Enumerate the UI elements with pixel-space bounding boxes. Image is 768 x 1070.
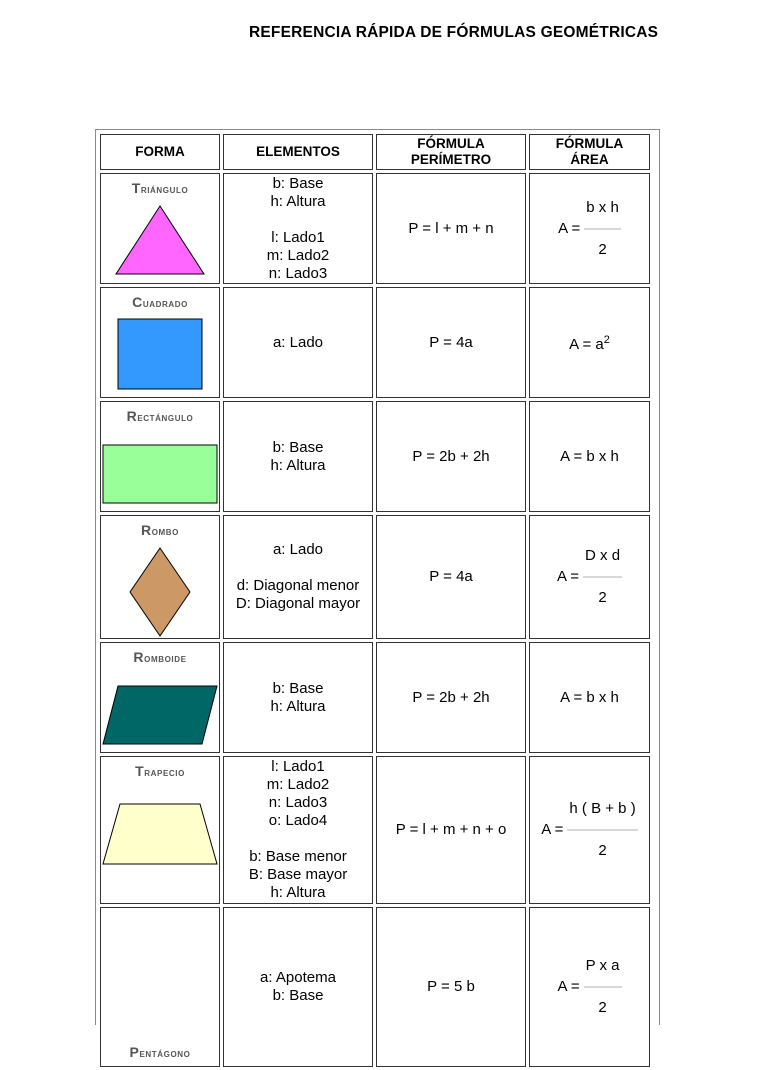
shape-name: Trapecio bbox=[135, 763, 185, 779]
area-formula: A = b x h bbox=[560, 447, 619, 465]
area-fraction bbox=[558, 199, 621, 259]
triangle-polygon bbox=[116, 206, 204, 274]
perimeter-formula: P = 4a bbox=[429, 333, 473, 351]
header-perimetro bbox=[376, 134, 526, 170]
area-numerator: b x h bbox=[586, 198, 619, 216]
area-cell bbox=[529, 642, 650, 753]
fraction-box bbox=[567, 800, 637, 860]
area-cell bbox=[529, 173, 650, 284]
table-row bbox=[100, 642, 650, 753]
header-forma: FORMA bbox=[100, 134, 220, 170]
area-fraction bbox=[541, 800, 637, 860]
perimeter-formula: P = l + m + n + o bbox=[395, 821, 507, 838]
element-item: n: Lado3 bbox=[268, 264, 328, 282]
area-fraction bbox=[557, 547, 622, 607]
header-area-line1: FÓRMULA bbox=[555, 136, 624, 151]
shape-cell bbox=[100, 515, 220, 639]
area-denominator: 2 bbox=[598, 240, 607, 258]
area-denominator: 2 bbox=[598, 589, 607, 606]
elements-cell bbox=[223, 515, 373, 639]
shape-name: Cuadrado bbox=[132, 294, 188, 310]
area-cell bbox=[529, 907, 650, 1067]
element-item: D: Diagonal mayor bbox=[235, 595, 361, 612]
trapezoid-shape bbox=[102, 803, 218, 865]
fraction-box bbox=[584, 957, 622, 1017]
area-cell bbox=[529, 401, 650, 512]
perimeter-cell bbox=[376, 173, 526, 284]
table-row bbox=[100, 173, 650, 284]
elements-cell bbox=[223, 907, 373, 1067]
formula-table-body bbox=[100, 134, 650, 1067]
perimeter-cell bbox=[376, 401, 526, 512]
element-item: n: Lado3 bbox=[268, 794, 328, 811]
perimeter-formula: P = 5 b bbox=[427, 978, 475, 995]
shape-cell bbox=[100, 642, 220, 753]
header-perimetro-line2: PERÍMETRO bbox=[410, 152, 492, 167]
perimeter-formula: P = 2b + 2h bbox=[412, 447, 490, 465]
area-numerator: P x a bbox=[585, 957, 620, 974]
area-denominator: 2 bbox=[598, 999, 607, 1016]
rhombus-shape bbox=[128, 546, 192, 638]
shape-cell bbox=[100, 287, 220, 398]
shape-cell bbox=[100, 907, 220, 1067]
element-gap bbox=[224, 830, 372, 848]
fraction-bar bbox=[584, 986, 622, 988]
perimeter-formula: P = l + m + n bbox=[408, 219, 494, 237]
perimeter-formula: P = 4a bbox=[429, 568, 473, 585]
element-item: m: Lado2 bbox=[266, 776, 330, 793]
element-item: b: Base bbox=[272, 679, 324, 697]
trapezoid-polygon bbox=[103, 804, 217, 864]
element-item: m: Lado2 bbox=[266, 246, 330, 264]
area-numerator: D x d bbox=[585, 547, 621, 564]
shape-name: Rectángulo bbox=[126, 408, 194, 424]
element-item: o: Lado4 bbox=[268, 812, 328, 829]
fraction-box bbox=[584, 199, 621, 259]
fraction-bar bbox=[584, 228, 621, 230]
element-item: h: Altura bbox=[270, 697, 326, 715]
shape-cell bbox=[100, 401, 220, 512]
elements-cell bbox=[223, 642, 373, 753]
area-numerator: h ( B + b ) bbox=[569, 800, 636, 817]
element-item: l: Lado1 bbox=[271, 228, 325, 246]
area-cell bbox=[529, 756, 650, 904]
element-item: h: Altura bbox=[270, 884, 326, 901]
area-cell bbox=[529, 287, 650, 398]
element-item: b: Base bbox=[272, 987, 324, 1004]
area-formula: A = b x h bbox=[560, 688, 619, 706]
area-fraction bbox=[557, 957, 621, 1017]
area-formula: A = a bbox=[569, 336, 604, 353]
elements-cell bbox=[223, 401, 373, 512]
perimeter-cell bbox=[376, 287, 526, 398]
element-item: b: Base bbox=[272, 174, 324, 192]
square-polygon bbox=[118, 319, 202, 389]
element-item: h: Altura bbox=[270, 192, 326, 210]
elements-cell bbox=[223, 756, 373, 904]
perimeter-cell bbox=[376, 756, 526, 904]
area-cell bbox=[529, 515, 650, 639]
rectangle-polygon bbox=[103, 445, 217, 503]
table-row bbox=[100, 515, 650, 639]
element-item: b: Base bbox=[272, 438, 324, 456]
triangle-shape bbox=[114, 204, 206, 276]
table-header-row bbox=[100, 134, 650, 170]
table-row bbox=[100, 756, 650, 904]
rectangle-shape bbox=[102, 444, 218, 504]
element-item: B: Base mayor bbox=[248, 866, 348, 883]
element-item: a: Lado bbox=[272, 333, 324, 351]
perimeter-formula: P = 2b + 2h bbox=[412, 688, 490, 706]
parallelogram-polygon bbox=[103, 686, 217, 744]
perimeter-cell bbox=[376, 642, 526, 753]
parallelogram-shape bbox=[102, 685, 218, 745]
area-prefix: A = bbox=[541, 821, 564, 838]
element-item: l: Lado1 bbox=[271, 758, 325, 775]
table-row bbox=[100, 907, 650, 1067]
perimeter-cell bbox=[376, 907, 526, 1067]
shape-name: Pentágono bbox=[129, 1044, 191, 1060]
element-item: h: Altura bbox=[270, 456, 326, 474]
element-item: d: Diagonal menor bbox=[236, 577, 360, 594]
square-shape bbox=[117, 318, 203, 390]
perimeter-cell bbox=[376, 515, 526, 639]
header-elementos: ELEMENTOS bbox=[223, 134, 373, 170]
elements-cell bbox=[223, 287, 373, 398]
shape-name: Romboide bbox=[133, 649, 187, 665]
area-prefix: A = bbox=[557, 978, 580, 995]
fraction-bar bbox=[583, 576, 622, 578]
elements-cell bbox=[223, 173, 373, 284]
element-item: a: Lado bbox=[272, 541, 324, 558]
rhombus-polygon bbox=[130, 548, 190, 636]
element-item: b: Base menor bbox=[249, 848, 347, 865]
header-area bbox=[529, 134, 650, 170]
area-exponent: 2 bbox=[603, 334, 610, 346]
shape-name: Triángulo bbox=[131, 180, 189, 196]
area-prefix: A = bbox=[558, 219, 581, 237]
header-area-line2: ÁREA bbox=[570, 152, 609, 167]
shape-cell bbox=[100, 173, 220, 284]
fraction-bar bbox=[567, 829, 637, 831]
table-row bbox=[100, 287, 650, 398]
element-gap bbox=[224, 211, 372, 229]
area-denominator: 2 bbox=[598, 842, 607, 859]
table-row bbox=[100, 401, 650, 512]
element-item: a: Apotema bbox=[260, 969, 336, 986]
fraction-box bbox=[583, 547, 622, 607]
header-perimetro-line1: FÓRMULA bbox=[417, 136, 485, 151]
shape-cell bbox=[100, 756, 220, 904]
element-gap bbox=[224, 559, 372, 577]
document-title: REFERENCIA RÁPIDA DE FÓRMULAS GEOMÉTRICAS bbox=[249, 24, 659, 41]
area-prefix: A = bbox=[556, 568, 580, 585]
formula-table bbox=[95, 129, 660, 1060]
shape-name: Rombo bbox=[140, 522, 179, 538]
